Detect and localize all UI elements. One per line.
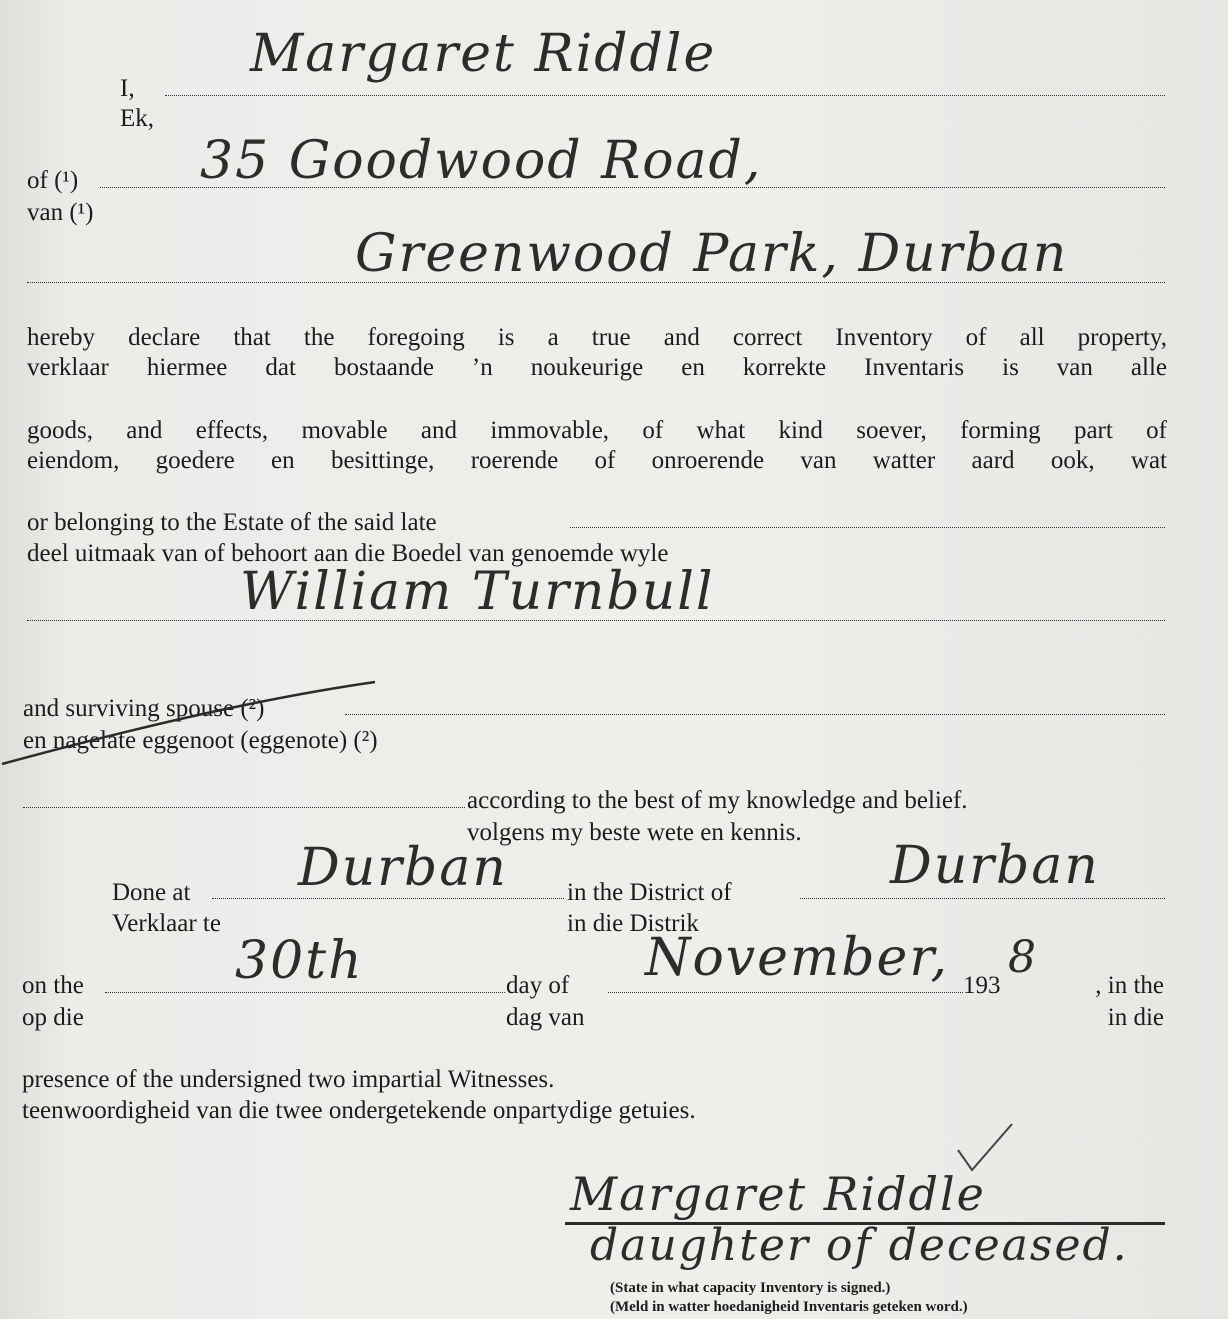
year-prefix: 193 (963, 972, 1001, 999)
spouse-fill-line (345, 714, 1165, 715)
signature-note-en: (State in what capacity Inventory is signed.) (610, 1280, 891, 1296)
address-line2-handwritten: Greenwood Park, Durban (355, 224, 1069, 284)
done-at-en: Done at (112, 879, 191, 906)
address-label-en: of (¹) (27, 167, 79, 194)
district-handwritten: Durban (890, 836, 1100, 896)
day-handwritten: 30th (235, 931, 364, 991)
year-handwritten: 8 (1008, 932, 1038, 983)
declaration-line3-en: or belonging to the Estate of the said late (27, 509, 437, 536)
place-handwritten: Durban (298, 838, 508, 898)
done-at-af: Verklaar te (112, 910, 221, 937)
declaration-line1-af: verklaar hiermee dat bostaande ’n noukeurige en korrekte Inventaris is van alle (27, 354, 1167, 381)
month-fill-line (608, 992, 963, 993)
late-fill-line (570, 527, 1165, 528)
district-af: in die Distrik (567, 910, 699, 937)
in-the-af: in die (1107, 1004, 1164, 1031)
spouse-strikethrough (0, 672, 390, 772)
witnesses-af: teenwoordigheid van die twee ondergetekende onpartydige getuies. (22, 1097, 696, 1124)
day-fill-line (105, 992, 505, 993)
declarant-label-en: I, (120, 75, 135, 102)
spouse-label-en: and surviving spouse (²) (23, 695, 265, 722)
declaration-line1-en: hereby declare that the foregoing is a true and correct Inventory of all property, (27, 324, 1167, 351)
declarant-fill-line (165, 95, 1165, 96)
on-the-af: op die (22, 1004, 84, 1031)
signature-note-af: (Meld in watter hoedanigheid Inventaris geteken word.) (610, 1299, 968, 1315)
belief-af: volgens my beste wete en kennis. (467, 819, 802, 846)
place-fill-line (212, 898, 564, 899)
address-line1-handwritten: 35 Goodwood Road, (200, 131, 763, 191)
declarant-label-af: Ek, (120, 105, 155, 132)
declaration-line2-af: eiendom, goedere en besittinge, roerende of onroerende van watter aard ook, wat (27, 447, 1167, 474)
deceased-name-handwritten: William Turnbull (240, 562, 715, 622)
day-of-af: dag van (506, 1004, 585, 1031)
declaration-line3-af: deel uitmaak van of behoort aan die Boedel van genoemde wyle (27, 540, 669, 567)
signature-capacity-handwritten: daughter of deceased. (590, 1220, 1129, 1271)
on-the-en: on the (22, 972, 84, 999)
district-en: in the District of (567, 879, 732, 906)
signature-name-handwritten: Margaret Riddle (570, 1167, 986, 1221)
district-fill-line (800, 898, 1165, 899)
declaration-line2-en: goods, and effects, movable and immovable, of what kind soever, forming part of (27, 417, 1167, 444)
belief-en: according to the best of my knowledge and belief. (467, 787, 968, 814)
in-the-en: , in the (1095, 972, 1164, 999)
declarant-name-handwritten: Margaret Riddle (250, 24, 717, 84)
month-handwritten: November, (645, 928, 949, 988)
belief-fill-line (23, 807, 465, 808)
day-of-en: day of (506, 972, 570, 999)
spouse-label-af: en nagelate eggenoot (eggenote) (²) (23, 727, 378, 754)
witnesses-en: presence of the undersigned two impartial Witnesses. (22, 1066, 555, 1093)
address-label-af: van (¹) (27, 199, 94, 226)
